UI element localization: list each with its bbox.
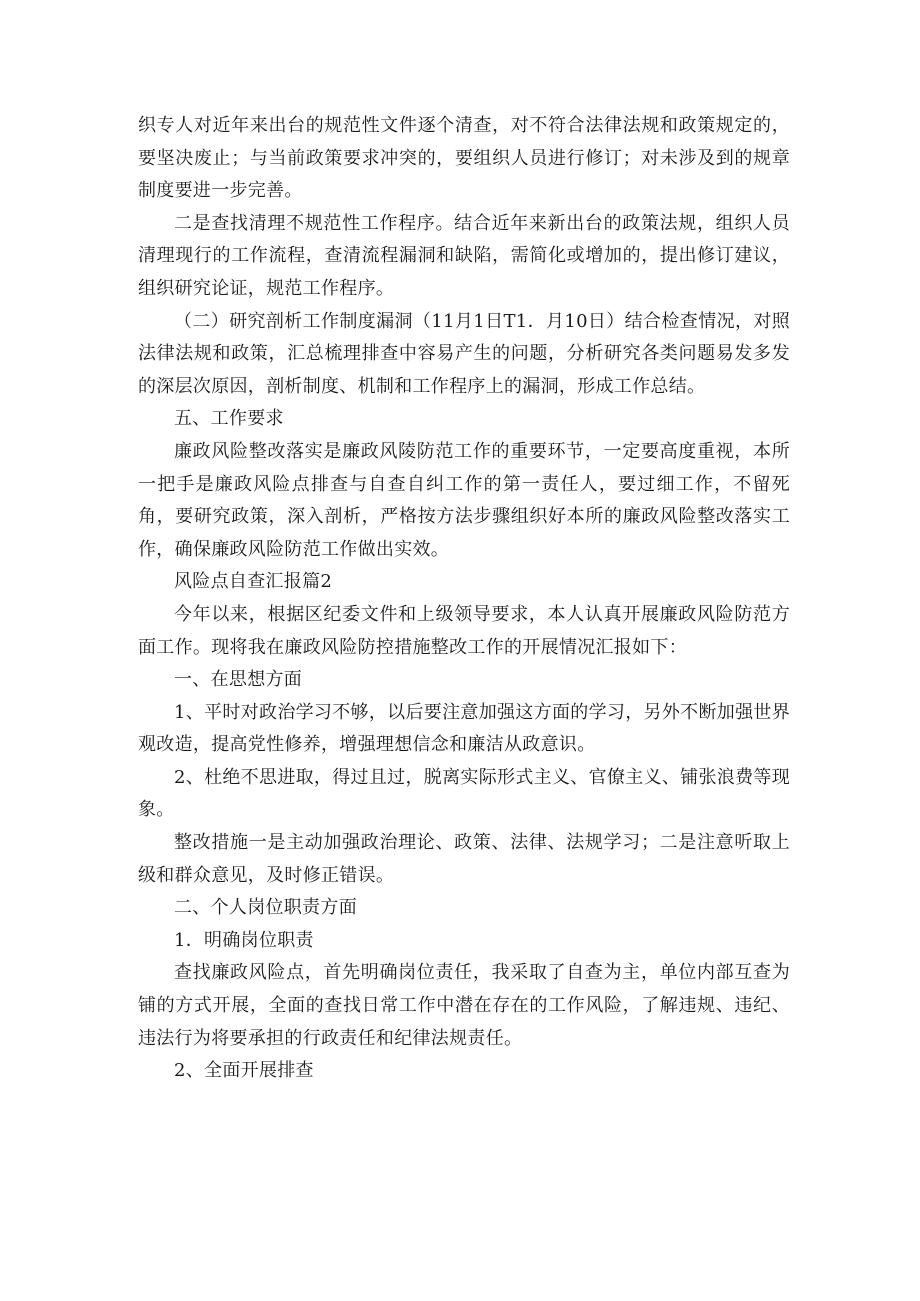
- section-heading: 一、在思想方面: [174, 669, 303, 691]
- section-heading: 二、个人岗位职责方面: [174, 897, 357, 919]
- subsection-heading: 1．明确岗位职责: [174, 929, 314, 951]
- paragraph: （二）研究剖析工作制度漏洞（11月1日T1．月10日）结合检查情况，对照法律法规和政策，汇总梳理排查中容易产生的问题，分析研究各类问题易发多发的深层次原因，剖析制度、机制和工作程序上的漏洞，形成工作总结。: [138, 310, 790, 397]
- paragraph: 2、杜绝不思进取，得过且过，脱离实际形式主义、官僚主义、铺张浪费等现象。: [138, 766, 790, 821]
- paragraph: 织专人对近年来出台的规范性文件逐个清查，对不符合法律法规和政策规定的，要坚决废止；与当前政策要求冲突的，要组织人员进行修订；对未涉及到的规章制度要进一步完善。: [138, 115, 790, 202]
- paragraph: 廉政风险整改落实是廉政风陵防范工作的重要环节，一定要高度重视，本所一把手是廉政风险点排查与自查自纠工作的第一责任人，要过细工作，不留死角，要研究政策，深入剖析，严格按方法步骤组织好本所的廉政风险整改落实工作，确保廉政风险防范工作做出实效。: [138, 440, 790, 560]
- paragraph: 查找廉政风险点，首先明确岗位责任，我采取了自查为主，单位内部互查为铺的方式开展，全面的查找日常工作中潜在存在的工作风险，了解违规、违纪、违法行为将要承担的行政责任和纪律法规责任。: [138, 962, 790, 1049]
- paragraph: 1、平时对政治学习不够，以后要注意加强这方面的学习，另外不断加强世界观改造，提高党性修养，增强理想信念和廉洁从政意识。: [138, 701, 790, 756]
- section-heading: 风险点自查汇报篇2: [174, 571, 333, 593]
- subsection-heading: 2、全面开展排查: [174, 1060, 314, 1082]
- document-body: [138, 110, 790, 1088]
- paragraph: 二是查找清理不规范性工作程序。结合近年来新出台的政策法规，组织人员清理现行的工作流程，查清流程漏洞和缺陷，需简化或增加的，提出修订建议，组织研究论证，规范工作程序。: [138, 212, 790, 299]
- paragraph: 整改措施一是主动加强政治理论、政策、法律、法规学习；二是注意听取上级和群众意见，及时修正错误。: [138, 832, 790, 886]
- section-heading: 五、工作要求: [174, 408, 284, 430]
- paragraph: 今年以来，根据区纪委文件和上级领导要求，本人认真开展廉政风险防范方面工作。现将我在廉政风险防控措施整改工作的开展情况汇报如下：: [138, 603, 790, 658]
